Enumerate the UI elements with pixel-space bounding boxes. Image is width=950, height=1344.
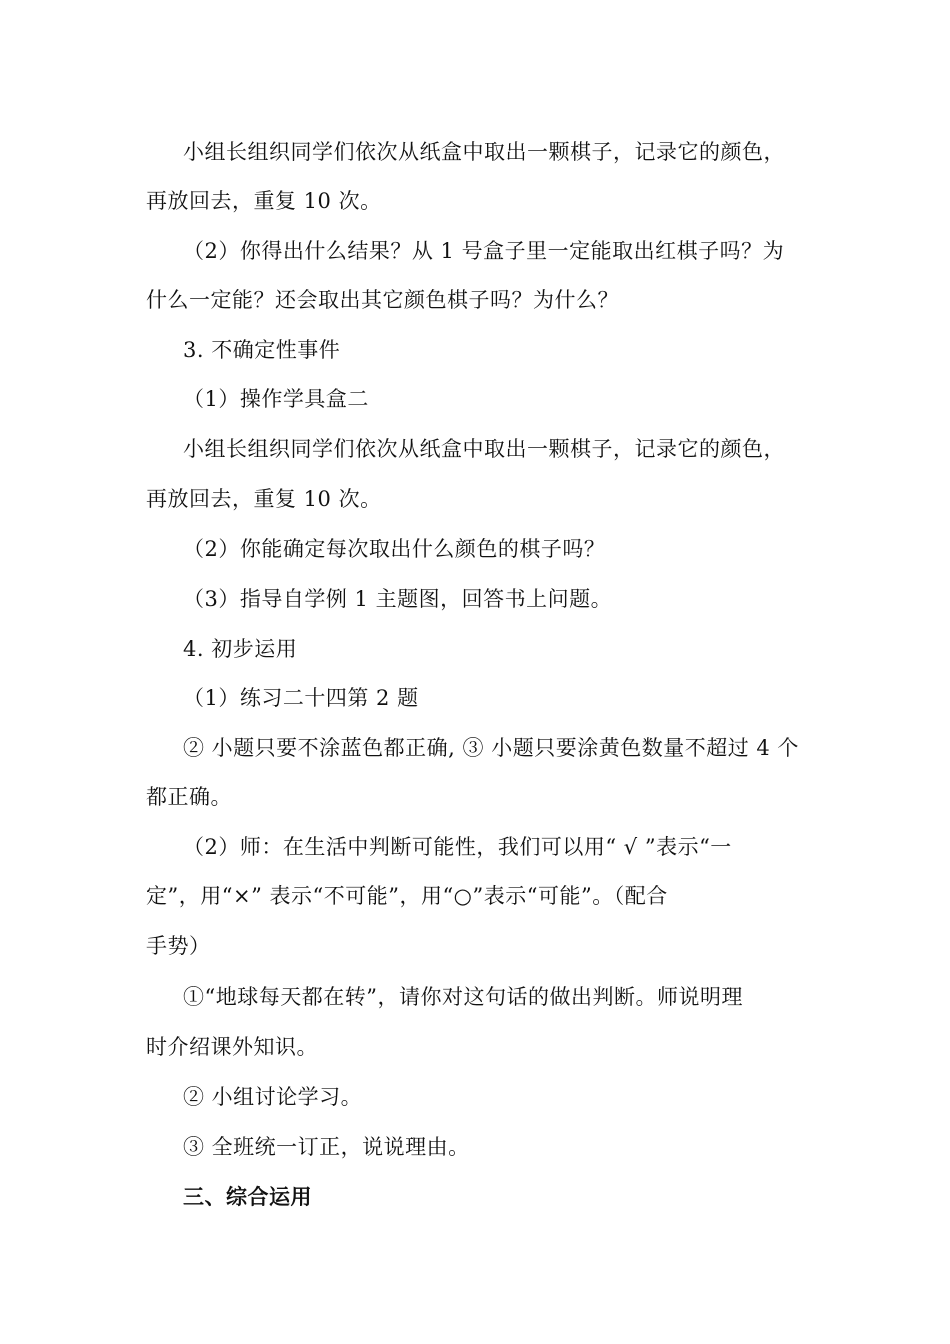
paragraph-line: （1）练习二十四第 2 题: [183, 686, 419, 710]
paragraph-line: （2）你能确定每次取出什么颜色的棋子吗？: [183, 537, 606, 561]
paragraph-line: 什么一定能？还会取出其它颜色棋子吗？为什么？: [146, 288, 619, 312]
section-title: 三、综合运用: [183, 1184, 312, 1209]
paragraph-line: （2）你得出什么结果？从 1 号盒子里一定能取出红棋子吗？为: [183, 239, 785, 263]
section-heading: 3. 不确定性事件: [183, 338, 341, 362]
paragraph-line: （1）操作学具盒二: [183, 387, 369, 411]
paragraph-line: 都正确。: [146, 785, 232, 809]
paragraph-line: 小组长组织同学们依次从纸盒中取出一颗棋子，记录它的颜色，: [183, 140, 785, 164]
section-heading: 4. 初步运用: [183, 637, 298, 661]
paragraph-line: ③ 全班统一订正，说说理由。: [183, 1135, 470, 1159]
paragraph-line: 小组长组织同学们依次从纸盒中取出一颗棋子，记录它的颜色，: [183, 437, 785, 461]
paragraph-line: 再放回去，重复 10 次。: [146, 487, 382, 511]
paragraph-line: 时介绍课外知识。: [146, 1035, 318, 1059]
paragraph-line: 定”，用“×” 表示“不可能”，用“○”表示“可能”。（配合: [146, 884, 668, 908]
paragraph-line: ①“地球每天都在转”，请你对这句话的做出判断。师说明理: [183, 985, 743, 1009]
paragraph-line: ② 小题只要不涂蓝色都正确, ③ 小题只要涂黄色数量不超过 4 个: [183, 736, 799, 760]
paragraph-line: （3）指导自学例 1 主题图，回答书上问题。: [183, 587, 613, 611]
paragraph-line: 手势）: [146, 934, 211, 958]
paragraph-line: （2）师：在生活中判断可能性，我们可以用“ √ ”表示“一: [183, 835, 732, 859]
paragraph-line: 再放回去，重复 10 次。: [146, 189, 382, 213]
paragraph-line: ② 小组讨论学习。: [183, 1085, 363, 1109]
